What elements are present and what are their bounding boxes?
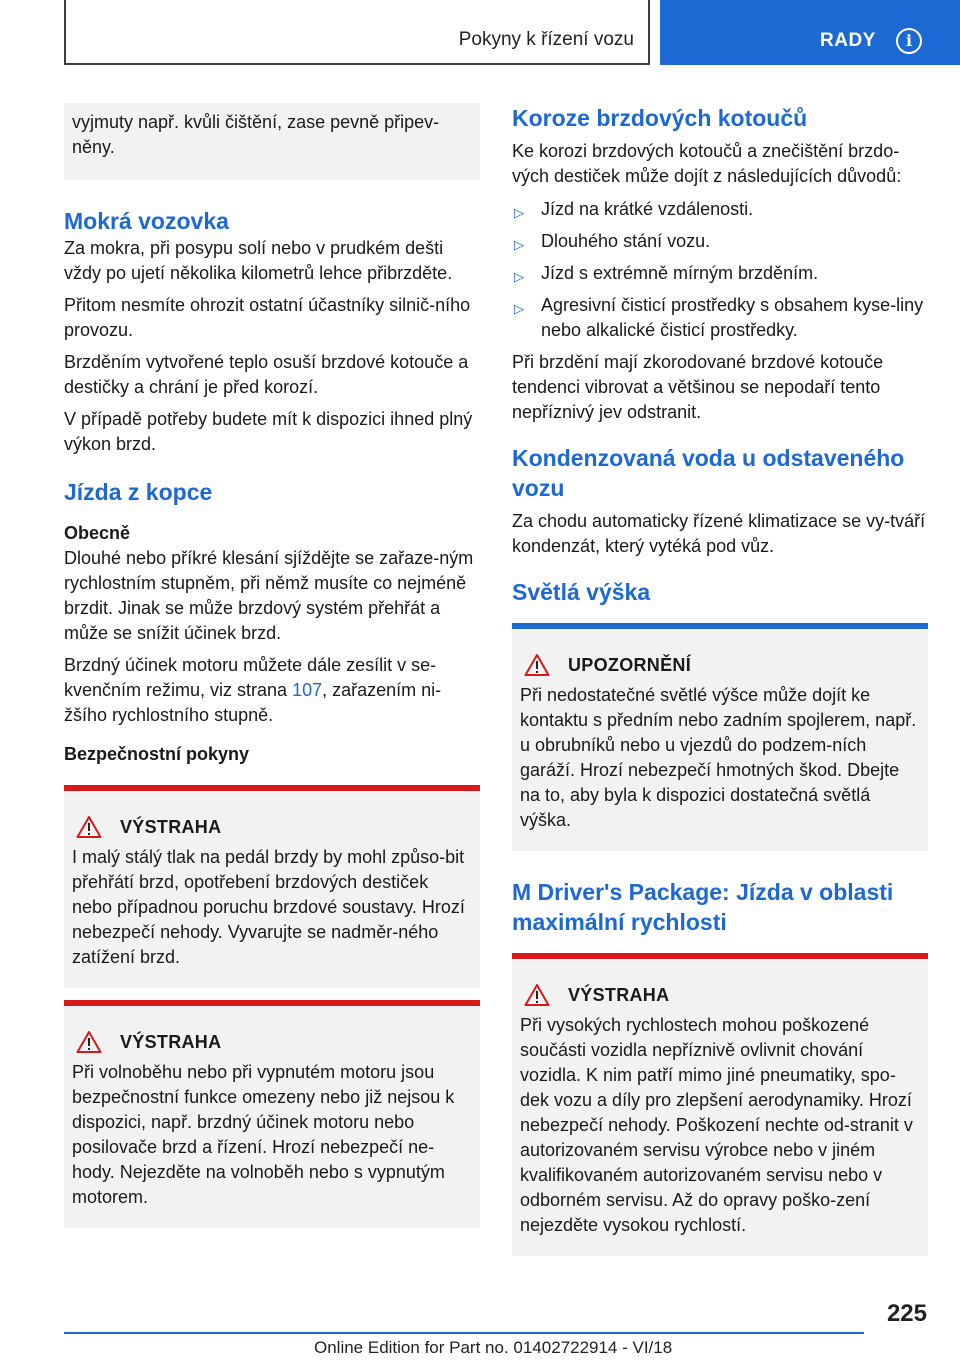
- page-link-107[interactable]: 107: [292, 680, 323, 700]
- page-number: 225: [886, 1300, 927, 1327]
- downhill-paragraph-2-a: Brzdný účinek motoru můžete dále zesílit v se‐kvenčním režimu, viz strana: [64, 655, 437, 700]
- wet-paragraph-1: Za mokra, při posypu solí nebo v prudkém dešti vždy po ujetí několika kilometrů lehce přibrzděte.: [64, 238, 453, 283]
- chapter-tab-label: RADY: [820, 30, 876, 51]
- warning-box-3: [512, 953, 928, 1256]
- warning-title-2: VÝSTRAHA: [120, 1031, 222, 1052]
- right-column: [512, 103, 928, 1256]
- list-item-text: Jízd s extrémně mírným brzděním.: [541, 263, 819, 283]
- warning-box-1: [64, 785, 480, 988]
- condensate-text: Za chodu automaticky řízené klimatizace se vy‐tváří kondenzát, který vytéká pod vůz.: [512, 511, 926, 556]
- heading-downhill: Jízda z kopce: [64, 479, 213, 505]
- triangle-bullet-icon: ▷: [514, 205, 524, 220]
- caution-text: Při nedostatečné světlé výšce může dojít ke kontaktu s předním nebo zadním spojlerem, např. u obrubníků nebo u vjezdů do podzem‐ních garáží. Hrozí nebezpečí hmotných škod. Dbejte na to, aby byla k dispozici dostatečná světlá výška.: [520, 685, 917, 830]
- list-item: [512, 261, 928, 286]
- footer-edition-text: Online Edition for Part no. 01402722914 - VI/18: [314, 1338, 673, 1357]
- downhill-paragraph-2-b: , zařazením ni‐žšího rychlostního stupně.: [64, 680, 442, 725]
- triangle-bullet-icon: ▷: [514, 237, 524, 252]
- warning-header-1: [72, 813, 472, 841]
- heading-ground-clearance: Světlá výška: [512, 579, 651, 605]
- warning-triangle-icon: [524, 653, 550, 677]
- wet-paragraph-3: Brzděním vytvořené teplo osuší brzdové kotouče a destičky a chrání je před korozí.: [64, 352, 469, 397]
- subheading-safety: Bezpečnostní pokyny: [64, 744, 250, 764]
- list-item-text: Agresivní čisticí prostředky s obsahem kyse‐liny nebo alkalické čisticí prostředky.: [541, 295, 924, 340]
- warning-text-3: Při vysokých rychlostech mohou poškozené součásti vozidla nepříznivě ovlivnit chování vozidla. K nim patří mimo jiné pneumatiky, spo‐dek vozu a díly pro zlepšení aerodynamiky. Hrozí nebezpečí nehody. Poškození nechte od‐stranit v autorizovaném servisu výrobce nebo v jiném kvalifikovaném autorizovaném servisu nebo v odborném servisu. Až do opravy poško‐zení nejezděte vysokou rychlostí.: [520, 1015, 913, 1235]
- list-item-text: Dlouhého stání vozu.: [541, 231, 711, 251]
- footer-divider: [64, 1332, 864, 1334]
- warning-header-3: [520, 981, 920, 1009]
- triangle-bullet-icon: ▷: [514, 301, 524, 316]
- corrosion-intro: Ke korozi brzdových kotoučů a znečištění brzdo‐vých destiček může dojít z následujících důvodů:: [512, 141, 902, 186]
- list-item: [512, 229, 928, 254]
- header-section-box: [64, 0, 650, 65]
- heading-m-driver-package: M Driver's Package: Jízda v oblasti maximální rychlosti: [512, 879, 894, 935]
- warning-triangle-icon: [76, 1030, 102, 1054]
- warning-header-2: [72, 1028, 472, 1056]
- list-item-text: Jízd na krátké vzdálenosti.: [541, 199, 754, 219]
- corrosion-list: [512, 197, 928, 343]
- warning-triangle-icon: [76, 815, 102, 839]
- downhill-paragraph-1: Dlouhé nebo příkré klesání sjíždějte se zařaze‐ným rychlostním stupněm, při němž musíte co nejméně brzdit. Jinak se může brzdový systém přehřát a může se snížit účinek brzd.: [64, 548, 474, 643]
- caution-box: [512, 623, 928, 851]
- list-item: [512, 197, 928, 222]
- wet-paragraph-2: Přitom nesmíte ohrozit ostatní účastníky silnič‐ního provozu.: [64, 295, 471, 340]
- caution-title: UPOZORNĚNÍ: [568, 654, 692, 675]
- info-circle-icon: i: [896, 28, 922, 54]
- heading-wet-road: Mokrá vozovka: [64, 208, 229, 234]
- wet-paragraph-4: V případě potřeby budete mít k dispozici ihned plný výkon brzd.: [64, 409, 473, 454]
- corrosion-outro: Při brzdění mají zkorodované brzdové kotouče tendenci vibrovat a většinou se nepodaří tento nepříznivý jev odstranit.: [512, 352, 884, 422]
- continued-text: vyjmuty např. kvůli čištění, zase pevně připev‐něny.: [72, 112, 440, 157]
- warning-title-1: VÝSTRAHA: [120, 816, 222, 837]
- left-column: [64, 103, 480, 1228]
- heading-condensate: Kondenzovaná voda u odstaveného vozu: [512, 445, 905, 501]
- chapter-tab[interactable]: [660, 0, 960, 65]
- list-item: [512, 293, 928, 343]
- continued-box: [64, 103, 480, 180]
- warning-title-3: VÝSTRAHA: [568, 984, 670, 1005]
- triangle-bullet-icon: ▷: [514, 269, 524, 284]
- warning-box-2: [64, 1000, 480, 1228]
- caution-header: [520, 651, 920, 679]
- section-title: Pokyny k řízení vozu: [458, 29, 634, 50]
- warning-text-1: I malý stálý tlak na pedál brzdy by mohl způso‐bit přehřátí brzd, opotřebení brzdových destiček nebo případnou poruchu brzdové soustavy. Hrozí nebezpečí nehody. Vyvarujte se nadměr‐ného zatížení brzd.: [72, 847, 465, 967]
- downhill-paragraph-2: [64, 653, 480, 728]
- heading-corrosion: Koroze brzdových kotoučů: [512, 105, 808, 131]
- subheading-general: Obecně: [64, 523, 131, 543]
- warning-text-2: Při volnoběhu nebo při vypnutém motoru jsou bezpečnostní funkce omezeny nebo již nejsou k dispozici, např. brzdný účinek motoru nebo posilovače brzd a řízení. Hrozí nebezpečí ne‐hody. Nejezděte na volnoběh nebo s vypnutým motorem.: [72, 1062, 455, 1207]
- warning-triangle-icon: [524, 983, 550, 1007]
